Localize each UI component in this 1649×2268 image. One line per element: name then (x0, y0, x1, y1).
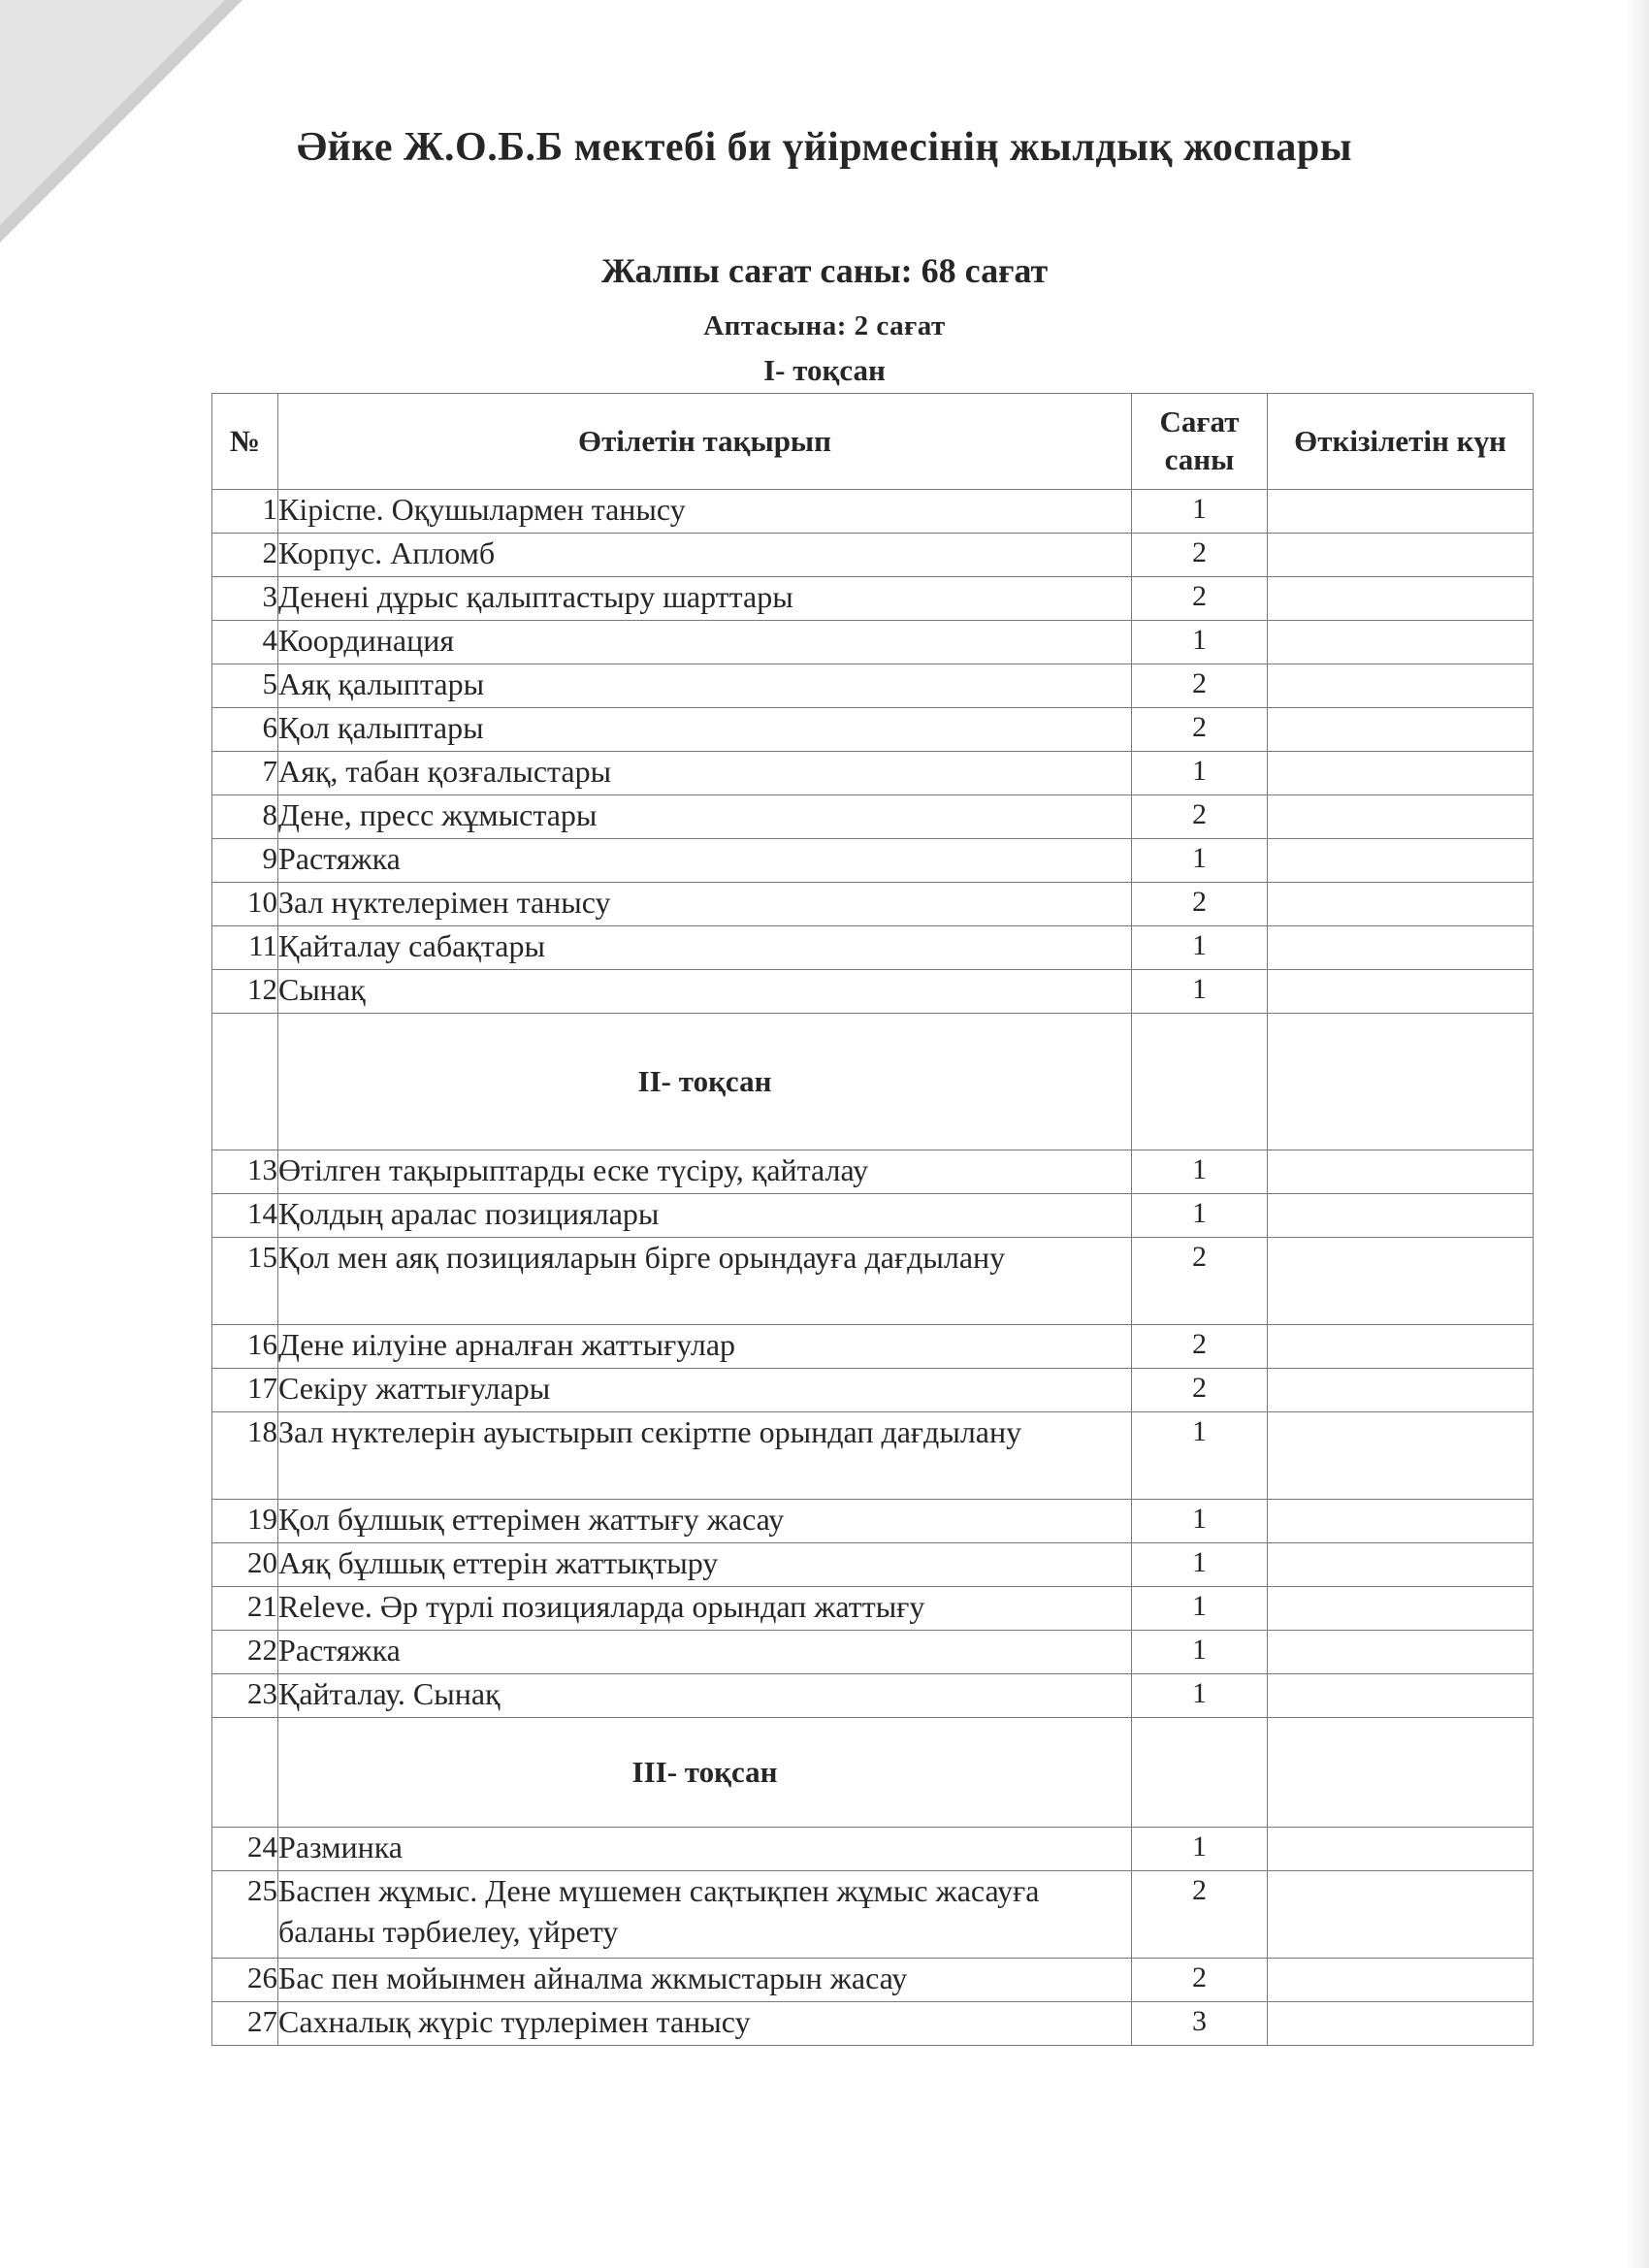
row-topic: Бас пен мойынмен айналма жкмыстарын жасау (278, 1959, 1132, 2002)
row-num: 19 (212, 1500, 278, 1543)
table-row (212, 1959, 1534, 2002)
row-date (1268, 1543, 1534, 1587)
row-num: 4 (212, 621, 278, 664)
table-row (212, 1543, 1534, 1587)
row-hours: 2 (1132, 708, 1268, 752)
quarter-2-row (212, 1014, 1534, 1150)
row-num: 2 (212, 534, 278, 577)
table-row (212, 970, 1534, 1014)
row-date (1268, 577, 1534, 621)
row-num: 17 (212, 1369, 278, 1412)
row-date (1268, 752, 1534, 795)
total-hours: Жалпы сағат саны: 68 сағат (600, 251, 1049, 290)
row-hours: 1 (1132, 926, 1268, 970)
row-topic: Зал нүктелерімен танысу (278, 883, 1132, 926)
row-topic: Координация (278, 621, 1132, 664)
row-hours: 2 (1132, 1369, 1268, 1412)
row-date (1268, 1959, 1534, 2002)
row-num: 21 (212, 1587, 278, 1631)
row-topic: Секіру жаттығулары (278, 1369, 1132, 1412)
row-topic: Баспен жұмыс. Дене мүшемен сақтықпен жұмыс жасауға баланы тәрбиелеу, үйрету (278, 1871, 1132, 1959)
row-date (1268, 1238, 1534, 1325)
row-num: 25 (212, 1871, 278, 1959)
row-hours: 2 (1132, 534, 1268, 577)
row-hours: 1 (1132, 1828, 1268, 1871)
table-row (212, 1150, 1534, 1194)
row-topic: Қол бұлшық еттерімен жаттығу жасау (278, 1500, 1132, 1543)
table-row (212, 1369, 1534, 1412)
page-title: Әйке Ж.О.Б.Б мектебі би үйірмесінің жылдық жоспары (296, 125, 1353, 170)
row-num: 5 (212, 664, 278, 708)
row-topic: Қайталау сабақтары (278, 926, 1132, 970)
row-hours: 1 (1132, 1631, 1268, 1674)
row-hours: 2 (1132, 1325, 1268, 1369)
row-hours: 1 (1132, 490, 1268, 534)
row-hours: 2 (1132, 795, 1268, 839)
header-date: Өткізілетін күн (1268, 394, 1534, 490)
row-hours: 2 (1132, 1238, 1268, 1325)
quarter-3-title: ІІІ- тоқсан (278, 1718, 1132, 1828)
row-topic: Қол мен аяқ позицияларын бірге орындауға дағдылану (278, 1238, 1132, 1325)
row-topic: Кіріспе. Оқушылармен танысу (278, 490, 1132, 534)
row-topic: Разминка (278, 1828, 1132, 1871)
row-date (1268, 1871, 1534, 1959)
row-topic: Қол қалыптары (278, 708, 1132, 752)
row-num: 11 (212, 926, 278, 970)
row-topic: Корпус. Апломб (278, 534, 1132, 577)
row-date (1268, 534, 1534, 577)
quarter-3-row (212, 1718, 1534, 1828)
table-row (212, 1194, 1534, 1238)
row-hours: 1 (1132, 621, 1268, 664)
table-row (212, 2002, 1534, 2046)
table-row (212, 708, 1534, 752)
row-date (1268, 1150, 1534, 1194)
table-row (212, 534, 1534, 577)
table-row (212, 1587, 1534, 1631)
table-row (212, 1500, 1534, 1543)
quarter-2-hours-cell (1132, 1014, 1268, 1150)
row-num: 1 (212, 490, 278, 534)
row-num: 27 (212, 2002, 278, 2046)
row-hours: 2 (1132, 577, 1268, 621)
row-topic: Қолдың аралас позициялары (278, 1194, 1132, 1238)
quarter-3-num-cell (212, 1718, 278, 1828)
row-topic: Растяжка (278, 1631, 1132, 1674)
table-row (212, 490, 1534, 534)
row-hours: 2 (1132, 883, 1268, 926)
row-topic: Дене иілуіне арналған жаттығулар (278, 1325, 1132, 1369)
table-header-row (212, 394, 1534, 490)
row-date (1268, 839, 1534, 883)
table-row (212, 839, 1534, 883)
row-topic: Растяжка (278, 839, 1132, 883)
row-date (1268, 664, 1534, 708)
row-date (1268, 883, 1534, 926)
weekly-hours: Аптасына: 2 сағат (703, 310, 946, 341)
row-num: 6 (212, 708, 278, 752)
quarter-2-num-cell (212, 1014, 278, 1150)
row-date (1268, 1194, 1534, 1238)
table-row (212, 1238, 1534, 1325)
row-num: 23 (212, 1674, 278, 1718)
row-date (1268, 1631, 1534, 1674)
header-topic: Өтілетін тақырып (278, 394, 1132, 490)
row-date (1268, 795, 1534, 839)
row-num: 14 (212, 1194, 278, 1238)
row-num: 18 (212, 1412, 278, 1500)
row-hours: 1 (1132, 839, 1268, 883)
row-hours: 1 (1132, 1150, 1268, 1194)
row-topic: Қайталау. Сынақ (278, 1674, 1132, 1718)
row-date (1268, 926, 1534, 970)
row-hours: 1 (1132, 1674, 1268, 1718)
row-date (1268, 708, 1534, 752)
row-num: 8 (212, 795, 278, 839)
table-row (212, 883, 1534, 926)
header-hours: Сағат саны (1132, 394, 1268, 490)
row-hours: 1 (1132, 1412, 1268, 1500)
table-row (212, 795, 1534, 839)
table-row (212, 577, 1534, 621)
row-topic: Аяқ қалыптары (278, 664, 1132, 708)
table-row (212, 1674, 1534, 1718)
row-hours: 1 (1132, 1587, 1268, 1631)
row-num: 10 (212, 883, 278, 926)
row-date (1268, 1828, 1534, 1871)
row-date (1268, 1587, 1534, 1631)
row-date (1268, 621, 1534, 664)
table-row (212, 1325, 1534, 1369)
row-date (1268, 1500, 1534, 1543)
row-date (1268, 1674, 1534, 1718)
row-date (1268, 1325, 1534, 1369)
row-hours: 3 (1132, 2002, 1268, 2046)
row-num: 9 (212, 839, 278, 883)
row-num: 16 (212, 1325, 278, 1369)
row-hours: 1 (1132, 1543, 1268, 1587)
row-hours: 1 (1132, 752, 1268, 795)
row-topic: Сахналық жүріс түрлерімен танысу (278, 2002, 1132, 2046)
row-num: 13 (212, 1150, 278, 1194)
row-num: 15 (212, 1238, 278, 1325)
row-hours: 2 (1132, 1871, 1268, 1959)
table-row (212, 1412, 1534, 1500)
row-num: 24 (212, 1828, 278, 1871)
row-topic: Аяқ, табан қозғалыстары (278, 752, 1132, 795)
row-date (1268, 1412, 1534, 1500)
table-row (212, 1828, 1534, 1871)
row-num: 22 (212, 1631, 278, 1674)
quarter-2-title: ІІ- тоқсан (278, 1014, 1132, 1150)
quarter-1-title: І- тоқсан (763, 353, 886, 387)
row-topic: Зал нүктелерін ауыстырып секіртпе орындап дағдылану (278, 1412, 1132, 1500)
page-corner-fold-inner (0, 0, 225, 225)
quarter-3-date-cell (1268, 1718, 1534, 1828)
row-hours: 1 (1132, 970, 1268, 1014)
row-hours: 2 (1132, 664, 1268, 708)
plan-table (211, 393, 1534, 2046)
row-date (1268, 490, 1534, 534)
row-num: 3 (212, 577, 278, 621)
row-topic: Дене, пресс жұмыстары (278, 795, 1132, 839)
row-topic: Сынақ (278, 970, 1132, 1014)
row-hours: 2 (1132, 1959, 1268, 2002)
row-num: 20 (212, 1543, 278, 1587)
quarter-2-date-cell (1268, 1014, 1534, 1150)
row-date (1268, 2002, 1534, 2046)
table-row (212, 926, 1534, 970)
row-hours: 1 (1132, 1194, 1268, 1238)
row-date (1268, 970, 1534, 1014)
row-topic: Releve. Әр түрлі позицияларда орындап жаттығу (278, 1587, 1132, 1631)
table-row (212, 1871, 1534, 1959)
row-num: 12 (212, 970, 278, 1014)
table-row (212, 664, 1534, 708)
table-row (212, 752, 1534, 795)
row-num: 26 (212, 1959, 278, 2002)
row-hours: 1 (1132, 1500, 1268, 1543)
table-row (212, 621, 1534, 664)
quarter-3-hours-cell (1132, 1718, 1268, 1828)
row-topic: Аяқ бұлшық еттерін жаттықтыру (278, 1543, 1132, 1587)
row-date (1268, 1369, 1534, 1412)
row-num: 7 (212, 752, 278, 795)
row-topic: Денені дұрыс қалыптастыру шарттары (278, 577, 1132, 621)
table-row (212, 1631, 1534, 1674)
header-num: № (212, 394, 278, 490)
row-topic: Өтілген тақырыптарды еске түсіру, қайталау (278, 1150, 1132, 1194)
